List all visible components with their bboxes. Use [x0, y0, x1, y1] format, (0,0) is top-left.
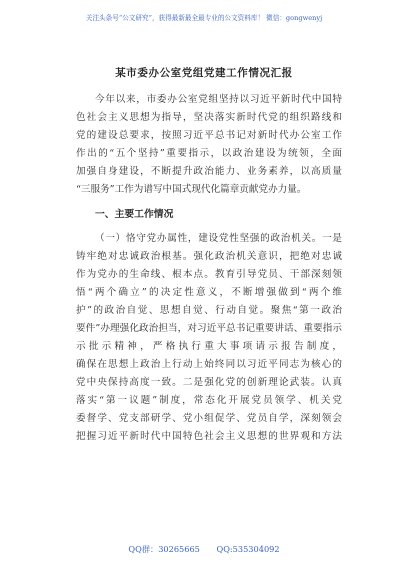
text-line: 委督学、党支部研学、党小组促学、党员自学，深刻领会	[76, 413, 342, 424]
text-line: 铸牢绝对忠诚政治根基。强化政治机关意识，把绝对忠诚	[76, 251, 342, 262]
qq-group-label: QQ群：30265665	[128, 544, 200, 554]
text-line: （一）恪守党办属性，建设党性坚强的政治机关。一是	[95, 233, 342, 244]
text-line: 悟“两个确立”的决定性意义，不断增强做到“两个维	[76, 287, 342, 298]
top-promo-notice: 关注头条号“公文研究”，获得最新最全最专业的公文资料库！ 微信：gongwenyj	[85, 14, 323, 22]
section-paragraph	[76, 230, 342, 446]
text-line: 落实“第一议题”制度，常态化开展党员领学、机关党	[76, 395, 342, 406]
text-line: 确保在思想上政治上行动上始终同以习近平同志为核心的	[76, 359, 342, 370]
document-title: 某市委办公室党组党建工作情况汇报	[115, 67, 293, 79]
text-line: 示批示精神，严格执行重大事项请示报告制度，	[76, 341, 342, 352]
intro-paragraph	[76, 91, 342, 199]
text-line: 把握习近平新时代中国特色社会主义思想的世界观和方法	[76, 431, 342, 442]
text-line: 作为党办的生命线、根本点。教育引导党员、干部深刻领	[76, 269, 342, 280]
qq-label: QQ:535304092	[216, 544, 280, 554]
section-heading: 一、主要工作情况	[95, 209, 174, 220]
footer-contact	[0, 544, 408, 555]
text-line: 作出的“五个坚持”重要指示，以政治建设为统领，全面	[76, 148, 342, 159]
text-line: 党中央保持高度一致。二是强化党的创新理论武装。认真	[76, 377, 342, 388]
text-line: 护”的政治自觉、思想自觉、行动自觉。聚焦“第一政治	[76, 305, 342, 316]
text-line: “三服务”工作为谱写中国式现代化篇章贡献党办力量。	[76, 184, 307, 195]
text-line: 要件”办理强化政治担当，对习近平总书记重要讲话、重要指示	[76, 323, 342, 334]
text-line: 加强自身建设，不断提升政治能力、业务素养，以高质量	[76, 166, 342, 177]
text-line: 色社会主义思想为指导，坚决落实新时代党的组织路线和	[76, 112, 342, 123]
text-line: 党的建设总要求，按照习近平总书记对新时代办公室工作	[76, 130, 342, 141]
text-line: 今年以来，市委办公室党组坚持以习近平新时代中国特	[95, 94, 342, 105]
